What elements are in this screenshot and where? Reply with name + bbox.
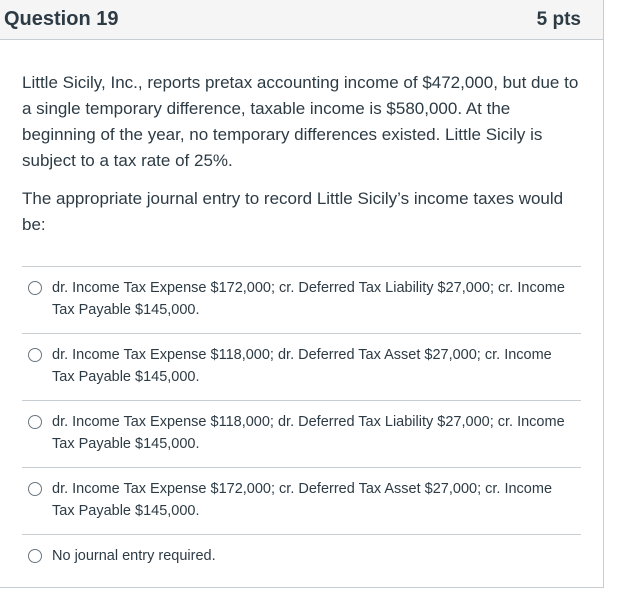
- answer-label: dr. Income Tax Expense $118,000; dr. Deferred Tax Liability $27,000; cr. Income Tax Payable $145,000.: [52, 414, 565, 452]
- answer-label: dr. Income Tax Expense $118,000; dr. Deferred Tax Asset $27,000; cr. Income Tax Payable $145,000.: [52, 347, 552, 385]
- answer-option-2[interactable]: [22, 333, 581, 400]
- answer-option-4[interactable]: [22, 467, 581, 534]
- answer-label: dr. Income Tax Expense $172,000; cr. Deferred Tax Liability $27,000; cr. Income Tax Payable $145,000.: [52, 280, 565, 318]
- answer-label: No journal entry required.: [52, 548, 216, 564]
- question-body: [0, 40, 603, 579]
- radio-button[interactable]: [28, 415, 42, 429]
- answer-label: dr. Income Tax Expense $172,000; cr. Deferred Tax Asset $27,000; cr. Income Tax Payable $145,000.: [52, 481, 553, 519]
- radio-button[interactable]: [28, 348, 42, 362]
- answer-list: [22, 266, 581, 579]
- answer-option-1[interactable]: [22, 266, 581, 333]
- question-points: 5 pts: [536, 8, 581, 30]
- answer-option-5[interactable]: [22, 534, 581, 579]
- radio-button[interactable]: [28, 281, 42, 295]
- radio-button[interactable]: [28, 482, 42, 496]
- radio-button[interactable]: [28, 549, 42, 563]
- question-header: [0, 0, 603, 40]
- question-text: Little Sicily, Inc., reports pretax accounting income of $472,000, but due to a single temporary difference, taxable income is $580,000. At the beginning of the year, no temporary differences existed. Little Sicily is subject to a tax rate of 25%.: [22, 73, 579, 170]
- answer-option-3[interactable]: [22, 400, 581, 467]
- question-prompt: The appropriate journal entry to record Little Sicily’s income taxes would be:: [22, 189, 564, 234]
- question-title: Question 19: [4, 8, 119, 30]
